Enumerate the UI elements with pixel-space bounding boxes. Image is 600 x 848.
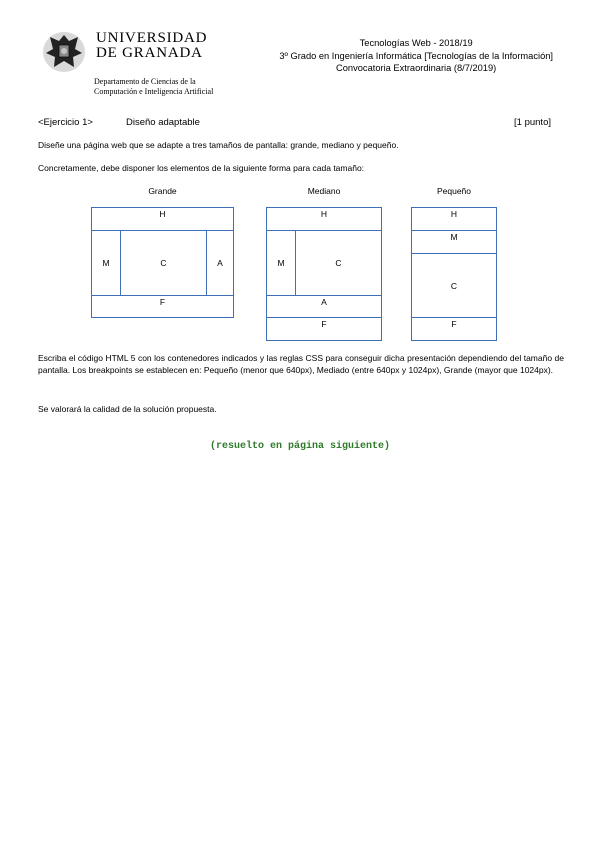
instructions-paragraph: Escriba el código HTML 5 con los contenedores indicados y las reglas CSS para conseguir dicha presentación dependiendo del tamaño de pantalla. Los breakpoints se establecen en: Pequeño (menor que 640px), Mediado (entre 640px y 1024px), Grande (mayor que 1024px). bbox=[38, 353, 564, 375]
diagram-medium-label: Mediano bbox=[307, 186, 341, 196]
small-menu-box: M bbox=[411, 230, 497, 254]
large-menu-box: M bbox=[91, 230, 121, 296]
diagram-small-label: Pequeño bbox=[436, 186, 472, 196]
university-name-line1: UNIVERSIDAD bbox=[96, 30, 208, 46]
large-footer-box: F bbox=[91, 295, 234, 318]
exercise-id: <Ejercicio 1> bbox=[38, 117, 93, 128]
grading-paragraph: Se valorará la calidad de la solución propuesta. bbox=[38, 404, 217, 414]
solution-note: (resuelto en página siguiente) bbox=[209, 441, 391, 452]
department-line1: Departamento de Ciencias de la bbox=[94, 77, 196, 86]
layout-paragraph: Concretamente, debe disponer los elementos de la siguiente forma para cada tamaño: bbox=[38, 163, 365, 173]
small-content-box: C bbox=[411, 253, 497, 318]
medium-header-box: H bbox=[266, 207, 382, 231]
course-header bbox=[279, 37, 553, 75]
medium-menu-box: M bbox=[266, 230, 296, 296]
medium-content-box: C bbox=[295, 230, 382, 296]
exercise-points: [1 punto] bbox=[514, 117, 551, 128]
degree-title: 3º Grado en Ingeniería Informática [Tecnologías de la Información] bbox=[279, 50, 553, 61]
university-crest-icon bbox=[40, 27, 88, 75]
medium-footer-box: F bbox=[266, 317, 382, 341]
course-title: Tecnologías Web - 2018/19 bbox=[359, 38, 473, 48]
exam-call: Convocatoria Extraordinaria (8/7/2019) bbox=[336, 63, 497, 73]
university-name-line2: DE GRANADA bbox=[96, 45, 203, 61]
large-content-box: C bbox=[120, 230, 207, 296]
intro-paragraph: Diseñe una página web que se adapte a tres tamaños de pantalla: grande, mediano y pequeño. bbox=[38, 140, 399, 150]
department-line2: Computación e Inteligencia Artificial bbox=[94, 87, 214, 96]
large-header-box: H bbox=[91, 207, 234, 231]
large-aside-box: A bbox=[206, 230, 234, 296]
exercise-title: Diseño adaptable bbox=[126, 117, 200, 128]
medium-aside-box: A bbox=[266, 295, 382, 318]
small-header-box: H bbox=[411, 207, 497, 231]
diagram-large-label: Grande bbox=[148, 186, 177, 196]
small-footer-box: F bbox=[411, 317, 497, 341]
